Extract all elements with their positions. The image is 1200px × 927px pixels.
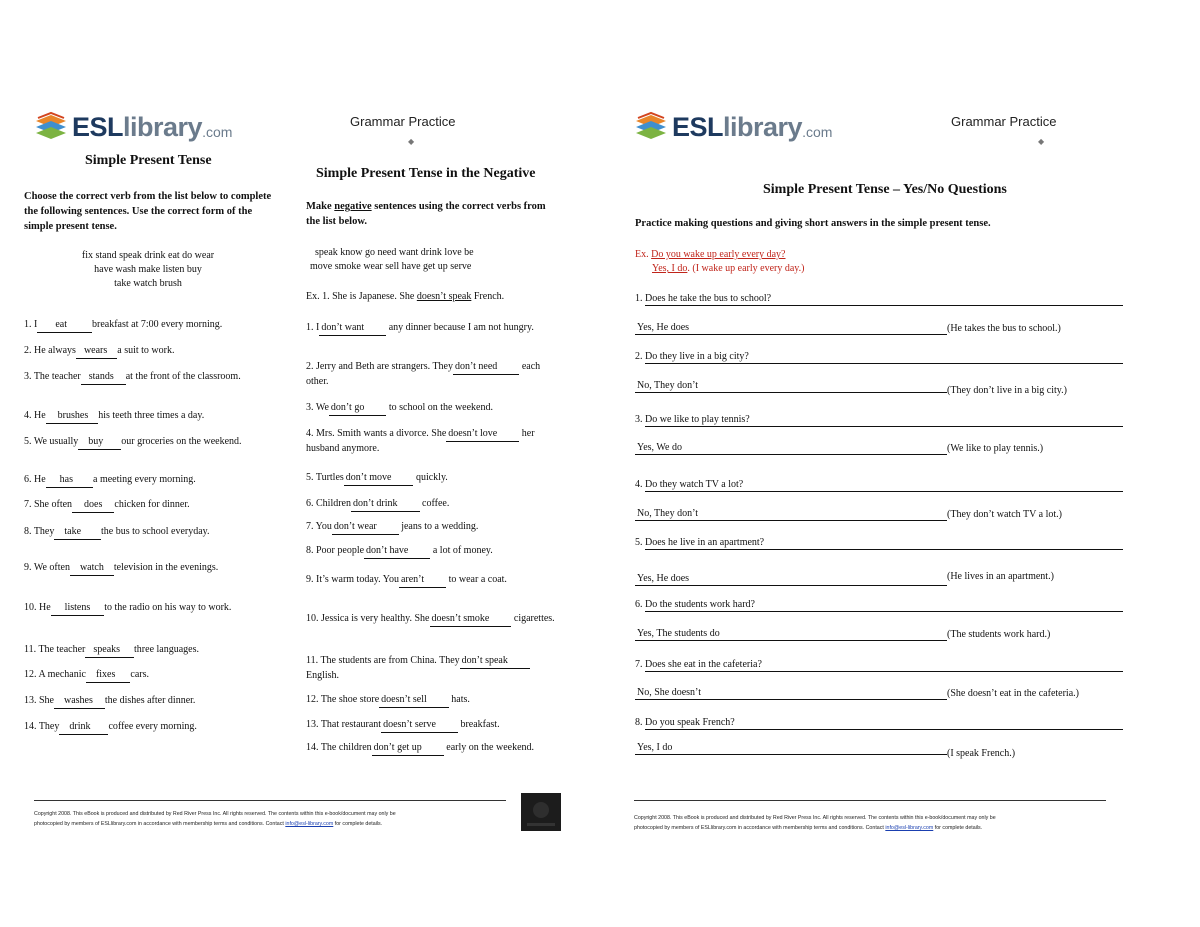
p2-item [306, 321, 558, 336]
item-prompt: 14. They [24, 721, 60, 732]
answer-line[interactable] [635, 640, 947, 641]
p3-question [635, 598, 755, 612]
answer-text: don’t have [366, 545, 409, 556]
question-line[interactable] [645, 549, 1123, 550]
answer-text: does [84, 499, 103, 510]
p3-answer-note [947, 687, 1079, 701]
answer-blank[interactable] [59, 720, 108, 735]
answer-text: take [64, 526, 82, 537]
item-rest: the dishes after dinner. [104, 695, 196, 706]
item-rest: three languages. [134, 644, 200, 655]
item-rest: a lot of money. [432, 545, 493, 556]
question-number: 3. [635, 414, 643, 425]
answer-line[interactable] [635, 392, 947, 393]
p3-question [635, 716, 735, 730]
p3-answer-note [947, 322, 1061, 336]
p2-instructions-post: sentences using the correct verbs from the list below. [306, 201, 546, 227]
question-text: Do you speak French? [645, 717, 735, 728]
logo-com-text: .com [202, 124, 233, 140]
note-text: (He lives in an apartment.) [947, 571, 1054, 582]
footer-divider [34, 800, 506, 801]
answer-blank[interactable] [37, 318, 92, 333]
p1-word-bank [28, 249, 268, 291]
question-text: Do they watch TV a lot? [645, 479, 744, 490]
item-rest: hats. [451, 694, 470, 705]
answer-blank[interactable] [46, 409, 99, 424]
footer-email-link[interactable]: info@esl-library.com [885, 825, 934, 831]
p2-item [306, 741, 558, 756]
question-number: 1. [635, 293, 643, 304]
item-prompt: 2. Jerry and Beth are strangers. They [306, 361, 453, 372]
note-text: (He takes the bus to school.) [947, 323, 1061, 334]
answer-blank[interactable] [76, 344, 117, 359]
p2-item [306, 693, 558, 708]
item-rest: breakfast at 7:00 every morning. [92, 319, 223, 330]
footer-copyright [34, 809, 514, 829]
question-number: 8. [635, 717, 643, 728]
p3-title: Simple Present Tense – Yes/No Questions [763, 182, 1007, 197]
p3-answer-note [947, 442, 1043, 456]
item-rest: television in the evenings. [113, 562, 219, 573]
answer-blank[interactable] [381, 718, 458, 733]
answer-blank[interactable] [70, 561, 114, 576]
p2-item [306, 573, 558, 588]
item-prompt: 3. We [306, 402, 329, 413]
p3-answer-note [947, 747, 1015, 761]
p2-item [306, 497, 558, 512]
answer-line[interactable] [635, 699, 947, 700]
question-line[interactable] [645, 363, 1123, 364]
p1-item [24, 668, 276, 683]
answer-blank[interactable] [399, 573, 446, 588]
item-prompt: 11. The students are from China. They [306, 655, 460, 666]
answer-text: don’t need [455, 361, 498, 372]
p3-example-note: . (I wake up early every day.) [687, 263, 805, 274]
answer-text: don’t drink [353, 498, 398, 509]
item-prompt: 8. Poor people [306, 545, 365, 556]
answer-blank[interactable] [46, 473, 93, 488]
answer-blank[interactable] [372, 741, 444, 756]
item-rest: to wear a coat. [448, 574, 507, 585]
item-prompt: 2. He always [24, 345, 76, 356]
answer-text: eat [55, 319, 67, 330]
footer-line-2-end: for complete details. [333, 821, 383, 827]
p3-example-label: Ex. [635, 249, 649, 260]
question-line[interactable] [645, 729, 1123, 730]
item-rest: to the radio on his way to work. [104, 602, 232, 613]
p1-item [24, 694, 276, 709]
item-prompt: 7. You [306, 521, 332, 532]
answer-line[interactable] [635, 454, 947, 455]
note-text: (I speak French.) [947, 748, 1016, 759]
answer-blank[interactable] [430, 612, 512, 627]
note-text: (They don’t live in a big city.) [947, 385, 1067, 396]
item-prompt: 1. I [24, 319, 38, 330]
answer-text: Yes, We do [637, 442, 682, 453]
answer-text: don’t move [345, 472, 392, 483]
p1-item [24, 525, 276, 540]
answer-text: aren’t [400, 574, 425, 585]
item-rest: to school on the weekend. [388, 402, 493, 413]
p3-example-question [635, 248, 786, 262]
item-prompt: 5. Turtles [306, 472, 344, 483]
item-rest: cigarettes. [513, 613, 555, 624]
footer-line-1: Copyright 2008. This eBook is produced and distributed by Red River Press Inc. All rights reserved. The contents within this e-book/document may only be [634, 815, 996, 821]
item-rest: early on the weekend. [446, 742, 535, 753]
item-rest: his teeth three times a day. [98, 410, 205, 421]
p1-item [24, 473, 276, 488]
answer-line[interactable] [635, 754, 947, 755]
logo-esl-text: ESL [72, 111, 124, 142]
item-prompt: 7. She often [24, 499, 73, 510]
p3-question [635, 413, 750, 427]
answer-text: doesn’t serve [383, 719, 436, 730]
p3-answer [637, 441, 682, 455]
answer-text: don’t speak [461, 655, 508, 666]
word-bank-line: take watch brush [114, 278, 182, 289]
logo-library-text: library [123, 111, 203, 142]
question-text: Do they live in a big city? [645, 351, 749, 362]
item-rest: breakfast. [460, 719, 500, 730]
answer-blank[interactable] [344, 471, 414, 486]
p2-item [306, 612, 558, 627]
footer-email-link[interactable]: info@esl-library.com [285, 821, 334, 827]
page-number-badge [521, 793, 561, 831]
footer-line-2: photocopied by members of ESLlibrary.com in accordance with membership terms and conditions. Contact [34, 821, 286, 827]
p2-example-pre: Ex. 1. She is Japanese. She [306, 291, 417, 302]
question-text: Does she eat in the cafeteria? [645, 659, 762, 670]
p3-question [635, 536, 764, 550]
item-prompt: 5. We usually [24, 436, 79, 447]
question-line[interactable] [645, 305, 1123, 306]
question-line[interactable] [645, 611, 1123, 612]
answer-text: drink [69, 721, 91, 732]
p1-title: Simple Present Tense [85, 153, 212, 168]
item-prompt: 13. That restaurant [306, 719, 382, 730]
item-prompt: 9. It’s warm today. You [306, 574, 399, 585]
grammar-practice-label: Grammar Practice [350, 114, 456, 129]
p3-instructions: Practice making questions and giving short answers in the simple present tense. [635, 218, 991, 229]
item-rest: the bus to school everyday. [101, 526, 210, 537]
item-rest: each other. [306, 361, 541, 387]
answer-blank[interactable] [81, 370, 126, 385]
book-stack-icon [634, 111, 668, 143]
question-number: 7. [635, 659, 643, 670]
p2-item [306, 427, 558, 456]
answer-text: Yes, The students do [637, 628, 720, 639]
p2-instructions-negative: negative [334, 201, 372, 212]
item-prompt: 13. She [24, 695, 54, 706]
p1-item [24, 409, 276, 424]
item-prompt: 14. The children [306, 742, 372, 753]
p1-item [24, 561, 276, 576]
p2-instructions [306, 199, 556, 229]
item-rest: a suit to work. [117, 345, 175, 356]
word-bank-line: move smoke wear sell have get up serve [310, 261, 472, 272]
answer-blank[interactable] [51, 601, 105, 616]
p1-item [24, 370, 276, 385]
answer-blank[interactable] [453, 360, 519, 375]
p1-item [24, 344, 276, 359]
logo-library-text: library [723, 111, 803, 142]
word-bank-line: fix stand speak drink eat do wear [81, 250, 215, 261]
p1-item [24, 318, 276, 333]
answer-blank[interactable] [332, 520, 399, 535]
p1-item [24, 435, 276, 450]
p2-example [306, 290, 504, 304]
p1-instructions: Choose the correct verb from the list below to complete the following sentences. Use the correct form of the simple present tense. [24, 191, 272, 232]
item-prompt: 12. The shoe store [306, 694, 380, 705]
item-prompt: 8. They [24, 526, 55, 537]
answer-text: Yes, I do [637, 742, 673, 753]
book-stack-icon [34, 111, 68, 143]
item-rest: chicken for dinner. [114, 499, 190, 510]
answer-blank[interactable] [351, 497, 420, 512]
esl-library-logo [34, 109, 232, 145]
answer-text: don’t get up [373, 742, 422, 753]
p3-question [635, 350, 749, 364]
p3-example-answer-text: Yes, I do [652, 263, 688, 274]
note-text: (She doesn’t eat in the cafeteria.) [947, 688, 1079, 699]
item-prompt: 4. Mrs. Smith wants a divorce. She [306, 428, 447, 439]
item-prompt: 3. The teacher [24, 371, 81, 382]
item-rest: our groceries on the weekend. [121, 436, 242, 447]
p3-answer-note [947, 508, 1062, 522]
answer-text: watch [79, 562, 104, 573]
p2-item [306, 471, 558, 486]
question-number: 5. [635, 537, 643, 548]
logo-esl-text: ESL [672, 111, 724, 142]
answer-text: listens [64, 602, 91, 613]
p2-item [306, 360, 558, 389]
question-text: Do the students work hard? [645, 599, 755, 610]
p3-answer [637, 379, 698, 393]
p3-answer [637, 627, 720, 641]
item-rest: at the front of the classroom. [125, 371, 241, 382]
answer-text: wears [83, 345, 108, 356]
question-number: 4. [635, 479, 643, 490]
answer-blank[interactable] [72, 498, 114, 513]
esl-library-logo-2 [634, 109, 832, 145]
question-number: 6. [635, 599, 643, 610]
p2-item [306, 544, 558, 559]
item-rest: any dinner because I am not hungry. [388, 322, 534, 333]
answer-text: has [59, 474, 74, 485]
answer-text: Yes, He does [637, 573, 690, 584]
answer-text: washes [64, 695, 93, 706]
p1-item [24, 643, 276, 658]
item-rest: coffee. [422, 498, 450, 509]
p3-answer-note [947, 384, 1067, 398]
footer-line-2: photocopied by members of ESLlibrary.com in accordance with membership terms and conditions. Contact [634, 825, 886, 831]
item-prompt: 10. Jessica is very healthy. She [306, 613, 430, 624]
word-bank-line: have wash make listen buy [94, 264, 202, 275]
answer-blank[interactable] [86, 668, 130, 683]
p2-item [306, 401, 558, 416]
answer-text: buy [88, 436, 104, 447]
answer-text: brushes [57, 410, 89, 421]
p3-answer [637, 741, 672, 755]
answer-text: No, They don’t [637, 380, 699, 391]
p3-answer [637, 507, 698, 521]
item-prompt: 6. Children [306, 498, 351, 509]
item-rest: coffee every morning. [108, 721, 197, 732]
p3-question [635, 658, 762, 672]
answer-blank[interactable] [54, 525, 101, 540]
question-text: Do we like to play tennis? [645, 414, 750, 425]
page-badge-icon [521, 793, 561, 831]
p2-item [306, 718, 558, 733]
answer-blank[interactable] [85, 643, 134, 658]
answer-text: don’t wear [333, 521, 377, 532]
question-line[interactable] [645, 491, 1123, 492]
item-rest: quickly. [415, 472, 448, 483]
p1-item [24, 720, 276, 735]
grammar-practice-label-2: Grammar Practice [951, 114, 1057, 129]
p3-answer-note [947, 628, 1050, 642]
p3-answer [637, 572, 689, 586]
word-bank-line: speak know go need want drink love be [315, 247, 474, 258]
item-rest: cars. [130, 669, 149, 680]
answer-line[interactable] [635, 520, 947, 521]
item-rest: jeans to a wedding. [401, 521, 479, 532]
p1-item [24, 498, 276, 513]
p3-example-answer [652, 262, 804, 276]
item-rest: a meeting every morning. [93, 474, 196, 485]
answer-text: stands [88, 371, 114, 382]
answer-text: Yes, He does [637, 322, 690, 333]
footer-line-2-end: for complete details. [933, 825, 983, 831]
answer-blank[interactable] [364, 544, 430, 559]
answer-blank[interactable] [319, 321, 386, 336]
p2-example-answer: doesn’t speak [416, 291, 472, 302]
answer-text: No, She doesn’t [637, 687, 701, 698]
p3-answer-note [947, 570, 1054, 584]
item-prompt: 4. He [24, 410, 46, 421]
question-line[interactable] [645, 426, 1123, 427]
answer-blank[interactable] [446, 427, 519, 442]
answer-text: doesn’t smoke [431, 613, 490, 624]
item-rest: English. [306, 670, 340, 681]
question-line[interactable] [645, 671, 1123, 672]
p3-answer [637, 321, 689, 335]
grammar-practice-mark: ◆ [408, 137, 415, 146]
answer-blank[interactable] [379, 693, 449, 708]
p2-item [306, 654, 558, 683]
p2-example-post: French. [471, 291, 505, 302]
p2-word-bank [310, 246, 550, 274]
note-text: (We like to play tennis.) [947, 443, 1044, 454]
question-text: Does he live in an apartment? [645, 537, 765, 548]
p3-answer [637, 686, 701, 700]
answer-text: doesn’t sell [381, 694, 427, 705]
answer-text: fixes [95, 669, 116, 680]
item-prompt: 11. The teacher [24, 644, 86, 655]
item-prompt: 1. I [306, 322, 320, 333]
p2-instructions-pre: Make [306, 201, 335, 212]
item-prompt: 10. He [24, 602, 51, 613]
note-text: (The students work hard.) [947, 629, 1051, 640]
p3-question [635, 292, 771, 306]
item-prompt: 9. We often [24, 562, 70, 573]
answer-text: No, They don’t [637, 508, 699, 519]
p3-example-question-text: Do you wake up early every day? [651, 249, 786, 260]
p1-item [24, 601, 276, 616]
answer-text: don’t want [321, 322, 365, 333]
item-prompt: 6. He [24, 474, 46, 485]
grammar-practice-mark: ◆ [1038, 137, 1045, 146]
p2-title: Simple Present Tense in the Negative [316, 166, 536, 181]
footer-line-1: Copyright 2008. This eBook is produced and distributed by Red River Press Inc. All rights reserved. The contents within this e-book/document may only be [34, 811, 396, 817]
footer-copyright-2 [634, 813, 1114, 833]
footer-divider-2 [634, 800, 1106, 801]
answer-blank[interactable] [329, 401, 386, 416]
note-text: (They don’t watch TV a lot.) [947, 509, 1062, 520]
p3-question [635, 478, 743, 492]
item-rest: her husband anymore. [306, 428, 535, 454]
item-prompt: 12. A mechanic [24, 669, 86, 680]
question-number: 2. [635, 351, 643, 362]
answer-blank[interactable] [54, 694, 105, 709]
p2-item [306, 520, 558, 535]
answer-text: doesn’t love [448, 428, 498, 439]
answer-text: don’t go [330, 402, 365, 413]
answer-text: speaks [93, 644, 121, 655]
answer-blank[interactable] [78, 435, 121, 450]
logo-com-text: .com [802, 124, 833, 140]
answer-line[interactable] [635, 585, 947, 586]
answer-line[interactable] [635, 334, 947, 335]
answer-blank[interactable] [460, 654, 530, 669]
question-text: Does he take the bus to school? [645, 293, 772, 304]
